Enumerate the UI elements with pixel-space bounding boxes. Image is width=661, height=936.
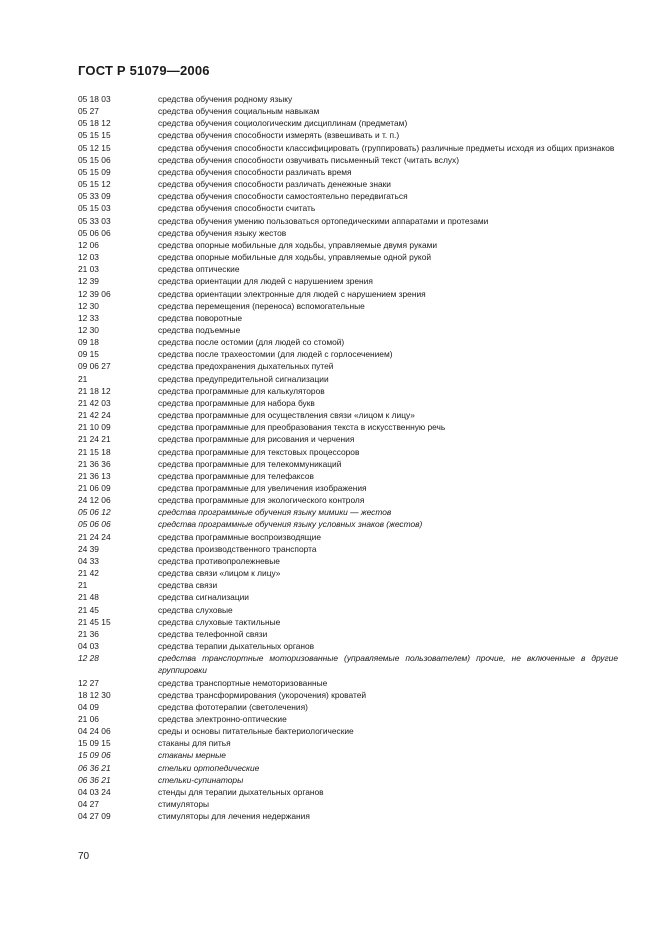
index-row bbox=[78, 129, 618, 141]
index-code: 12 03 bbox=[78, 252, 99, 263]
index-code: 05 06 12 bbox=[78, 507, 111, 518]
index-term: средства ориентации электронные для людей с нарушением зрения bbox=[158, 288, 426, 299]
index-term: стаканы мерные bbox=[158, 750, 226, 761]
index-row bbox=[78, 324, 618, 336]
index-term: средства сигнализации bbox=[158, 592, 249, 603]
index-term: средства предупредительной сигнализации bbox=[158, 373, 329, 384]
index-term: средства программные для осуществления связи «лицом к лицу» bbox=[158, 410, 415, 421]
index-term: стельки ортопедические bbox=[158, 762, 260, 773]
index-table bbox=[78, 93, 618, 822]
index-row bbox=[78, 263, 618, 275]
index-row bbox=[78, 604, 618, 616]
index-row bbox=[78, 494, 618, 506]
index-row bbox=[78, 397, 618, 409]
index-term: средства обучения способности озвучивать письменный текст (читать вслух) bbox=[158, 154, 460, 165]
index-row bbox=[78, 166, 618, 178]
index-term: стимуляторы bbox=[158, 799, 210, 810]
index-term: средства предохранения дыхательных путей bbox=[158, 361, 334, 372]
index-term: средства обучения умению пользоваться ортопедическими аппаратами и протезами bbox=[158, 215, 489, 226]
index-row bbox=[78, 798, 618, 810]
index-row bbox=[78, 251, 618, 263]
index-term: средства обучения способности различать время bbox=[158, 166, 352, 177]
index-code: 12 33 bbox=[78, 312, 99, 323]
index-code: 21 42 24 bbox=[78, 410, 111, 421]
document-header: ГОСТ Р 51079—2006 bbox=[78, 63, 210, 78]
index-term: стимуляторы для лечения недержания bbox=[158, 811, 310, 822]
index-row bbox=[78, 215, 618, 227]
index-term: средства связи bbox=[158, 580, 218, 591]
index-row bbox=[78, 689, 618, 701]
index-term: средства обучения способности классифицировать (группировать) различные предметы исходя из общих признаков bbox=[158, 142, 615, 153]
index-term: стельки-супинаторы bbox=[158, 774, 244, 785]
index-term: средства перемещения (переноса) вспомогательные bbox=[158, 300, 365, 311]
index-code: 18 12 30 bbox=[78, 689, 111, 700]
index-row bbox=[78, 518, 618, 530]
index-code: 04 03 24 bbox=[78, 786, 111, 797]
index-term: средства опорные мобильные для ходьбы, управляемые двумя руками bbox=[158, 239, 438, 250]
index-row bbox=[78, 239, 618, 251]
index-term: средства обучения родному языку bbox=[158, 94, 293, 104]
page-number: 70 bbox=[78, 851, 90, 862]
index-code: 12 27 bbox=[78, 677, 99, 688]
index-term: средства обучения способности измерять (взвешивать и т. п.) bbox=[158, 130, 400, 141]
index-row bbox=[78, 713, 618, 725]
index-term: средства программные для набора букв bbox=[158, 397, 315, 408]
index-term: средства программные для калькуляторов bbox=[158, 385, 325, 396]
index-row bbox=[78, 275, 618, 287]
index-code: 21 48 bbox=[78, 592, 99, 603]
index-row bbox=[78, 458, 618, 470]
index-term: средства программные обучения языку мимики — жестов bbox=[158, 507, 392, 518]
index-code: 05 27 bbox=[78, 106, 99, 117]
index-term: средства транспортные моторизованные (управляемые пользователем) прочие, не включенные в другие группировки bbox=[158, 653, 618, 676]
index-term: средства программные для преобразования текста в искусственную речь bbox=[158, 422, 446, 433]
index-row bbox=[78, 616, 618, 628]
index-code: 06 36 21 bbox=[78, 762, 111, 773]
index-term: средства ориентации для людей с нарушением зрения bbox=[158, 276, 373, 287]
index-code: 05 33 09 bbox=[78, 191, 111, 202]
index-code: 04 27 bbox=[78, 799, 99, 810]
index-code: 12 39 bbox=[78, 276, 99, 287]
index-term: средства обучения социальным навыкам bbox=[158, 106, 320, 117]
index-code: 05 18 12 bbox=[78, 118, 111, 129]
index-row bbox=[78, 725, 618, 737]
index-term: средства подъемные bbox=[158, 324, 241, 335]
index-code: 05 15 12 bbox=[78, 179, 111, 190]
index-term: средства фототерапии (светолечения) bbox=[158, 701, 308, 712]
index-code: 04 33 bbox=[78, 555, 99, 566]
index-code: 21 15 18 bbox=[78, 446, 111, 457]
index-term: средства программные для экологического контроля bbox=[158, 495, 365, 506]
index-code: 24 12 06 bbox=[78, 495, 111, 506]
index-code: 04 27 09 bbox=[78, 811, 111, 822]
index-code: 05 33 03 bbox=[78, 215, 111, 226]
index-term: средства программные воспроизводящие bbox=[158, 531, 321, 542]
index-row bbox=[78, 737, 618, 749]
index-code: 12 06 bbox=[78, 239, 99, 250]
index-code: 05 12 15 bbox=[78, 142, 111, 153]
index-term: средства поворотные bbox=[158, 312, 243, 323]
index-code: 04 03 bbox=[78, 641, 99, 652]
index-code: 09 15 bbox=[78, 349, 99, 360]
index-code: 15 09 06 bbox=[78, 750, 111, 761]
index-code: 12 30 bbox=[78, 300, 99, 311]
index-code: 21 42 03 bbox=[78, 397, 111, 408]
index-code: 24 39 bbox=[78, 543, 99, 554]
index-row bbox=[78, 652, 618, 676]
index-row bbox=[78, 786, 618, 798]
index-code: 05 15 06 bbox=[78, 154, 111, 165]
index-term: средства слуховые bbox=[158, 604, 233, 615]
index-code: 05 18 03 bbox=[78, 94, 111, 104]
index-row bbox=[78, 433, 618, 445]
index-row bbox=[78, 810, 618, 822]
index-term: средства противопролежневые bbox=[158, 555, 280, 566]
index-row bbox=[78, 640, 618, 652]
index-code: 09 18 bbox=[78, 337, 99, 348]
index-code: 21 36 36 bbox=[78, 458, 111, 469]
index-term: средства программные для рисования и черчения bbox=[158, 434, 355, 445]
index-term: средства после остомии (для людей со стомой) bbox=[158, 337, 345, 348]
index-term: средства трансформирования (укорочения) кроватей bbox=[158, 689, 367, 700]
index-code: 05 15 15 bbox=[78, 130, 111, 141]
index-row bbox=[78, 470, 618, 482]
index-row bbox=[78, 677, 618, 689]
index-row bbox=[78, 555, 618, 567]
index-row bbox=[78, 360, 618, 372]
index-term: средства терапии дыхательных органов bbox=[158, 641, 315, 652]
index-row bbox=[78, 105, 618, 117]
index-code: 21 bbox=[78, 580, 88, 591]
index-term: средства обучения способности считать bbox=[158, 203, 316, 214]
index-term: средства опорные мобильные для ходьбы, управляемые одной рукой bbox=[158, 252, 432, 263]
index-row bbox=[78, 446, 618, 458]
index-row bbox=[78, 567, 618, 579]
index-term: средства телефонной связи bbox=[158, 628, 268, 639]
index-term: средства программные для текстовых процессоров bbox=[158, 446, 360, 457]
index-code: 21 03 bbox=[78, 264, 99, 275]
index-term: средства производственного транспорта bbox=[158, 543, 317, 554]
index-code: 21 36 bbox=[78, 628, 99, 639]
index-term: средства обучения способности самостоятельно передвигаться bbox=[158, 191, 408, 202]
index-term: средства транспортные немоторизованные bbox=[158, 677, 328, 688]
index-code: 05 15 03 bbox=[78, 203, 111, 214]
index-row bbox=[78, 117, 618, 129]
index-code: 21 06 bbox=[78, 713, 99, 724]
index-code: 21 18 12 bbox=[78, 385, 111, 396]
index-code: 12 39 06 bbox=[78, 288, 111, 299]
index-code: 05 15 09 bbox=[78, 166, 111, 177]
index-row bbox=[78, 749, 618, 761]
index-row bbox=[78, 628, 618, 640]
index-row bbox=[78, 701, 618, 713]
index-row bbox=[78, 774, 618, 786]
index-code: 21 42 bbox=[78, 568, 99, 579]
index-row bbox=[78, 227, 618, 239]
index-row bbox=[78, 300, 618, 312]
index-term: средства электронно-оптические bbox=[158, 713, 287, 724]
index-row bbox=[78, 506, 618, 518]
index-row bbox=[78, 482, 618, 494]
index-row bbox=[78, 154, 618, 166]
index-row bbox=[78, 591, 618, 603]
index-code: 21 24 24 bbox=[78, 531, 111, 542]
index-term: средства обучения языку жестов bbox=[158, 227, 287, 238]
index-code: 15 09 15 bbox=[78, 738, 111, 749]
index-term: среды и основы питательные бактериологические bbox=[158, 726, 354, 737]
index-term: средства оптические bbox=[158, 264, 240, 275]
index-code: 09 06 27 bbox=[78, 361, 111, 372]
index-row bbox=[78, 579, 618, 591]
index-row bbox=[78, 348, 618, 360]
index-code: 05 06 06 bbox=[78, 519, 111, 530]
index-row bbox=[78, 190, 618, 202]
index-code: 21 36 13 bbox=[78, 470, 111, 481]
index-row bbox=[78, 93, 618, 105]
index-code: 21 06 09 bbox=[78, 483, 111, 493]
index-code: 12 30 bbox=[78, 324, 99, 335]
index-term: стаканы для питья bbox=[158, 738, 231, 749]
index-row bbox=[78, 543, 618, 555]
index-row bbox=[78, 531, 618, 543]
index-code: 06 36 21 bbox=[78, 774, 111, 785]
index-row bbox=[78, 762, 618, 774]
index-row bbox=[78, 142, 618, 154]
index-row bbox=[78, 385, 618, 397]
index-code: 21 45 15 bbox=[78, 616, 111, 627]
index-code: 21 bbox=[78, 373, 88, 384]
index-row bbox=[78, 312, 618, 324]
index-term: средства обучения социологическим дисциплинам (предметам) bbox=[158, 118, 408, 129]
index-term: средства программные обучения языку условных знаков (жестов) bbox=[158, 519, 423, 530]
index-term: средства программные для увеличения изображения bbox=[158, 483, 367, 493]
index-code: 05 06 06 bbox=[78, 227, 111, 238]
index-row bbox=[78, 336, 618, 348]
index-term: средства программные для телефаксов bbox=[158, 470, 314, 481]
index-code: 04 09 bbox=[78, 701, 99, 712]
index-row bbox=[78, 288, 618, 300]
index-code: 21 10 09 bbox=[78, 422, 111, 433]
index-row bbox=[78, 421, 618, 433]
index-term: средства программные для телекоммуникаций bbox=[158, 458, 342, 469]
index-code: 12 28 bbox=[78, 653, 99, 664]
index-term: стенды для терапии дыхательных органов bbox=[158, 786, 324, 797]
index-term: средства связи «лицом к лицу» bbox=[158, 568, 281, 579]
index-term: средства после трахеостомии (для людей с горлосечением) bbox=[158, 349, 393, 360]
index-term: средства слуховые тактильные bbox=[158, 616, 281, 627]
index-row bbox=[78, 178, 618, 190]
index-row bbox=[78, 409, 618, 421]
index-code: 21 45 bbox=[78, 604, 99, 615]
index-term: средства обучения способности различать денежные знаки bbox=[158, 179, 391, 190]
index-row bbox=[78, 202, 618, 214]
index-row bbox=[78, 373, 618, 385]
index-code: 04 24 06 bbox=[78, 726, 111, 737]
index-code: 21 24 21 bbox=[78, 434, 111, 445]
